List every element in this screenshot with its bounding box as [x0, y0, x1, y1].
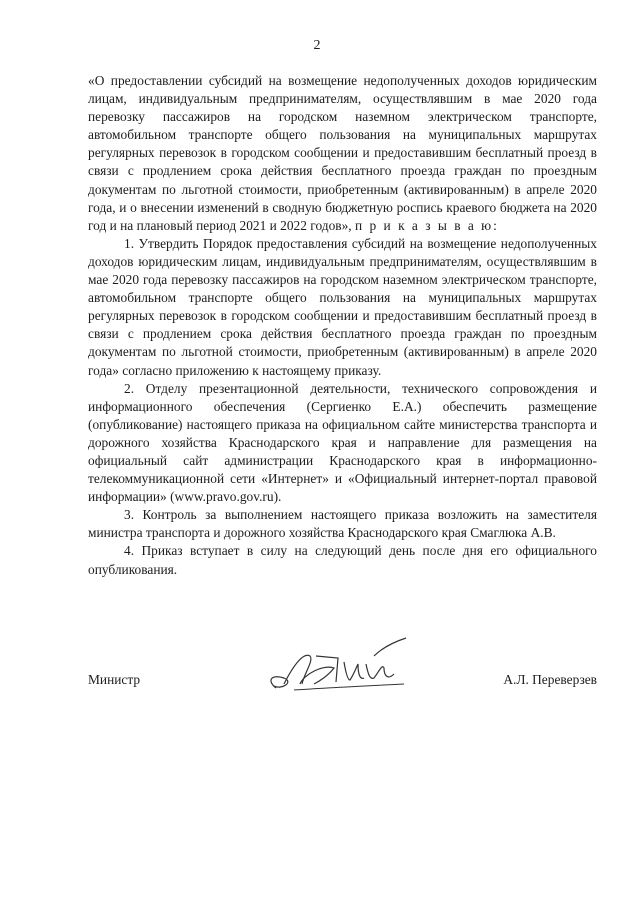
- intro-text: «О предоставлении субсидий на возмещение недополученных доходов юридическим лицам, индивидуальным предпринимателям, осуществлявшим в мае 2020 года перевозку пассажиров на городском наземном электрическом транспорте, автомобильном транспорте общего пользования на муниципальных маршрутах регулярных перевозок в городском сообщении и предоставившим бесплатный проезд в связи с продлением срока действия бесплатного проезда граждан по проездным документам по льготной стоимости, приобретенным (активированным) в апреле 2020 года, и о внесении изменений в сводную бюджетную роспись краевого бюджета на 2020 год и на плановый период 2021 и 2022 годов»,: [88, 73, 597, 233]
- signatory-name: А.Л. Переверзев: [503, 672, 597, 687]
- page-number: 2: [313, 38, 321, 53]
- order-word: п р и к а з ы в а ю:: [355, 217, 499, 233]
- paragraph-item-2: 2. Отделу презентационной деятельности, технического сопровождения и информационного обеспечения (Сергиенко Е.А.) обеспечить размещение (опубликование) настоящего приказа на официальном сайте министерства транспорта и дорожного хозяйства Краснодарского края и направление для размещения на официальный сайт администрации Краснодарского края в информационно-телекоммуникационной сети «Интернет» и «Официальный интернет-портал правовой информации» (www.pravo.gov.ru).: [88, 380, 597, 505]
- paragraph-item-3: 3. Контроль за выполнением настоящего приказа возложить на заместителя министра транспорта и дорожного хозяйства Краснодарского края Смаглюка А.В.: [88, 507, 597, 541]
- signatory-title: Министр: [88, 672, 141, 687]
- document-body: [88, 72, 597, 579]
- paragraph-item-4: 4. Приказ вступает в силу на следующий день после дня его официального опубликования.: [88, 543, 597, 577]
- paragraph-item-1: 1. Утвердить Порядок предоставления субсидий на возмещение недополученных доходов юридическим лицам, индивидуальным предпринимателям, осуществлявшим в мае 2020 года перевозку пассажиров на городском наземном электрическом транспорте, автомобильном транспорте общего пользования на муниципальных маршрутах регулярных перевозок в городском сообщении и предоставившим бесплатный проезд в связи с продлением срока действия бесплатного проезда граждан по проездным документам по льготной стоимости, приобретенным (активированным) в апреле 2020 года» согласно приложению к настоящему приказу.: [88, 235, 597, 378]
- handwritten-signature: [264, 634, 414, 694]
- intro-paragraph: [88, 72, 597, 235]
- signature-block: [88, 630, 597, 710]
